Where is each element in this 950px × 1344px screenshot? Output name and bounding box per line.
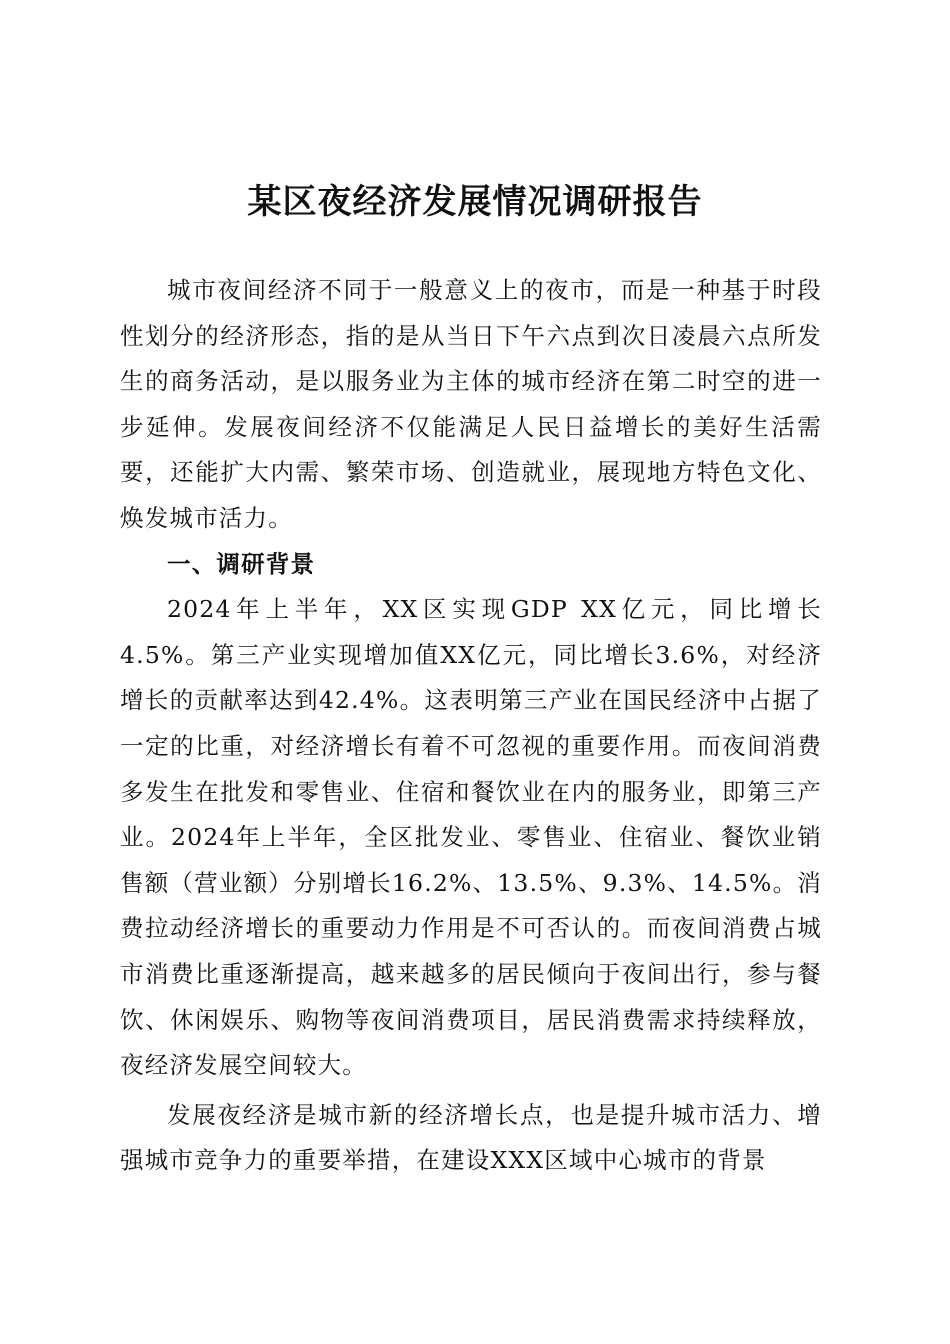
section-heading-research-background: 一、调研背景 bbox=[167, 549, 316, 578]
background-paragraph-1: 2024年上半年，XX区实现GDP XX亿元，同比增长4.5%。第三产业实现增加值XX亿元，同比增长3.6%，对经济增长的贡献率达到42.4%。这表明第三产业在国民经济中占据了一定的比重，对经济增长有着不可忽视的重要作用。而夜间消费多发生在批发和零售业、住宿和餐饮业在内的服务业，即第三产业。2024年上半年，全区批发业、零售业、住宿业、餐饮业销售额（营业额）分别增长16.2%、13.5%、9.3%、14.5%。消费拉动经济增长的重要动力作用是不可否认的。而夜间消费占城市消费比重逐渐提高，越来越多的居民倾向于夜间出行，参与餐饮、休闲娱乐、购物等夜间消费项目，居民消费需求持续释放，夜经济发展空间较大。 bbox=[120, 595, 822, 1080]
document-title: 某区夜经济发展情况调研报告 bbox=[247, 182, 703, 222]
document-body bbox=[120, 268, 822, 1184]
intro-paragraph: 城市夜间经济不同于一般意义上的夜市，而是一种基于时段性划分的经济形态，指的是从当日下午六点到次日凌晨六点所发生的商务活动，是以服务业为主体的城市经济在第二时空的进一步延伸。发展夜间经济不仅能满足人民日益增长的美好生活需要，还能扩大内需、繁荣市场、创造就业，展现地方特色文化、焕发城市活力。 bbox=[120, 276, 822, 532]
background-paragraph-2: 发展夜经济是城市新的经济增长点，也是提升城市活力、增强城市竞争力的重要举措，在建设XXX区域中心城市的背景 bbox=[120, 1100, 822, 1175]
